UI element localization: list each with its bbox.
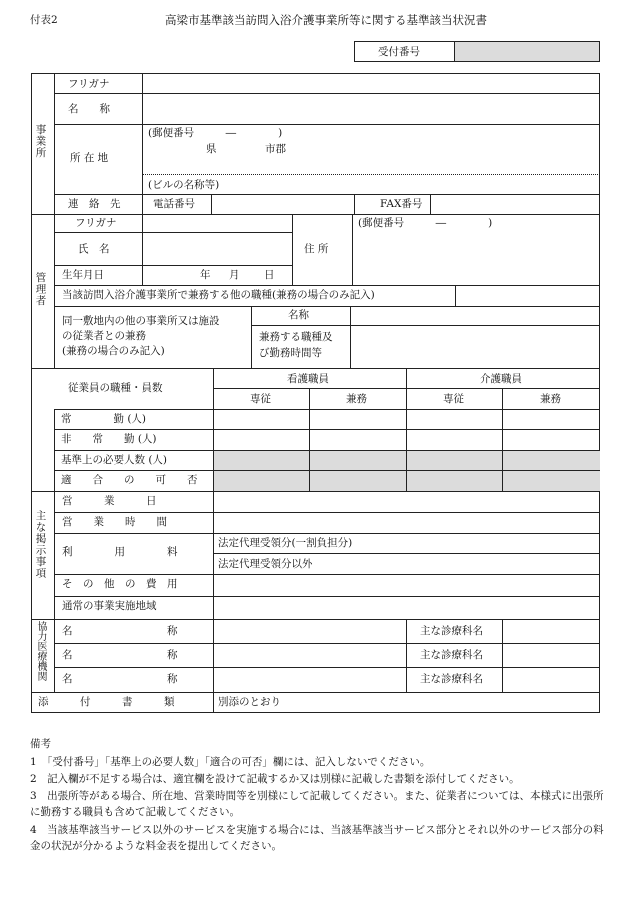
other-costs-label: そ の 他 の 費 用 <box>62 578 178 590</box>
note-1: 1 「受付番号」「基準上の必要人数」「適合の可否」欄には、記入しないでください。 <box>30 756 431 768</box>
nurse-header: 看護職員 <box>287 373 329 385</box>
medical-name-label-1: 名 称 <box>62 625 178 637</box>
manager-furigana-label: フリガナ <box>75 217 117 229</box>
notes-heading: 備考 <box>30 738 51 750</box>
site-name-label: 名称 <box>288 309 309 321</box>
form-ref: 付表2 <box>30 14 58 26</box>
staff-row-fulltime: 常 勤 (人) <box>61 413 147 425</box>
manager-postal: (郵便番号 ― ) <box>358 217 493 229</box>
birth-month-label: 月 <box>229 269 240 281</box>
manager-address-label: 住 所 <box>304 243 329 255</box>
same-site-label-3: (兼務の場合のみ記入) <box>62 345 165 357</box>
staff-row-required: 基準上の必要人数 (人) <box>61 454 168 466</box>
office-contact-label: 連 絡 先 <box>68 198 121 210</box>
medical-dept-label-3: 主な診療科名 <box>420 673 483 685</box>
note-3: 3 出張所等がある場合、所在地、営業時間等を別様にして記載してください。また、従業者については、本様式に出張所に勤務する職員も含めて記載してください。 <box>30 790 604 819</box>
birth-year-label: 年 <box>200 269 211 281</box>
fee-proxy-label: 法定代理受領分(一割負担分) <box>218 537 353 549</box>
birth-day-label: 日 <box>264 269 275 281</box>
medical-name-label-2: 名 称 <box>62 649 178 661</box>
care-header: 介護職員 <box>480 373 522 385</box>
staff-header: 従業員の職種・員数 <box>68 382 163 394</box>
receipt-label: 受付番号 <box>378 46 420 58</box>
office-postal: (郵便番号 ― ) <box>148 127 283 139</box>
medical-dept-label-1: 主な診療科名 <box>420 625 483 637</box>
staff-row-conformity: 適 合 の 可 否 <box>61 474 198 486</box>
office-building: (ビルの名称等) <box>148 179 220 191</box>
service-area-label: 通常の事業実施地域 <box>62 600 157 612</box>
office-city: 市郡 <box>265 143 286 155</box>
business-hours-label: 営 業 時 間 <box>62 516 167 528</box>
care-full-header: 専従 <box>443 393 464 405</box>
staff-row-parttime: 非 常 勤 (人) <box>61 433 157 445</box>
note-2: 2 記入欄が不足する場合は、適宜欄を設けて記載するか又は別様に記載した書類を添付してください。 <box>30 773 520 785</box>
medical-name-label-3: 名 称 <box>62 673 178 685</box>
nurse-full-header: 専従 <box>250 393 271 405</box>
receipt-value-field[interactable] <box>455 42 599 61</box>
attachments-label: 添 付 書 類 <box>38 696 175 708</box>
medical-section-label: 協力医療機関 <box>35 621 46 681</box>
manager-birth-label: 生年月日 <box>62 269 104 281</box>
office-section-label: 事業所 <box>34 124 47 159</box>
office-phone-label: 電話番号 <box>153 198 195 210</box>
same-site-label-1: 同一敷地内の他の事業所又は施設 <box>62 315 220 327</box>
office-prefecture: 県 <box>206 143 217 155</box>
manager-name-label: 氏 名 <box>78 243 110 255</box>
care-dual-header: 兼務 <box>540 393 561 405</box>
business-days-label: 営 業 日 <box>62 495 157 507</box>
office-name-label: 名 称 <box>68 103 110 115</box>
nurse-dual-header: 兼務 <box>346 393 367 405</box>
same-site-label-2: の従業者との兼務 <box>62 330 146 342</box>
note-4: 4 当該基準該当サービス以外のサービスを実施する場合には、当該基準該当サービス部分とそれ以外のサービス部分の料金の状況が分かるような料金表を提出してください。 <box>30 824 604 853</box>
fee-other-label: 法定代理受領分以外 <box>218 558 313 570</box>
medical-dept-label-2: 主な診療科名 <box>420 649 483 661</box>
office-fax-label: FAX番号 <box>380 198 423 210</box>
attachments-value: 別添のとおり <box>218 696 281 708</box>
fee-label: 利 用 料 <box>62 546 178 558</box>
manager-section-label: 管理者 <box>34 272 47 307</box>
concurrent-other-label: 当該訪問入浴介護事業所で兼務する他の職種(兼務の場合のみ記入) <box>62 289 375 301</box>
page-title: 高梁市基準該当訪問入浴介護事業所等に関する基準該当状況書 <box>165 13 487 27</box>
duty-label-1: 兼務する職種及 <box>259 331 333 343</box>
office-address-label: 所 在 地 <box>70 152 109 164</box>
office-furigana-label: フリガナ <box>68 78 110 90</box>
items-section-label: 主な掲示事項 <box>34 510 47 579</box>
duty-label-2: び勤務時間等 <box>259 347 322 359</box>
